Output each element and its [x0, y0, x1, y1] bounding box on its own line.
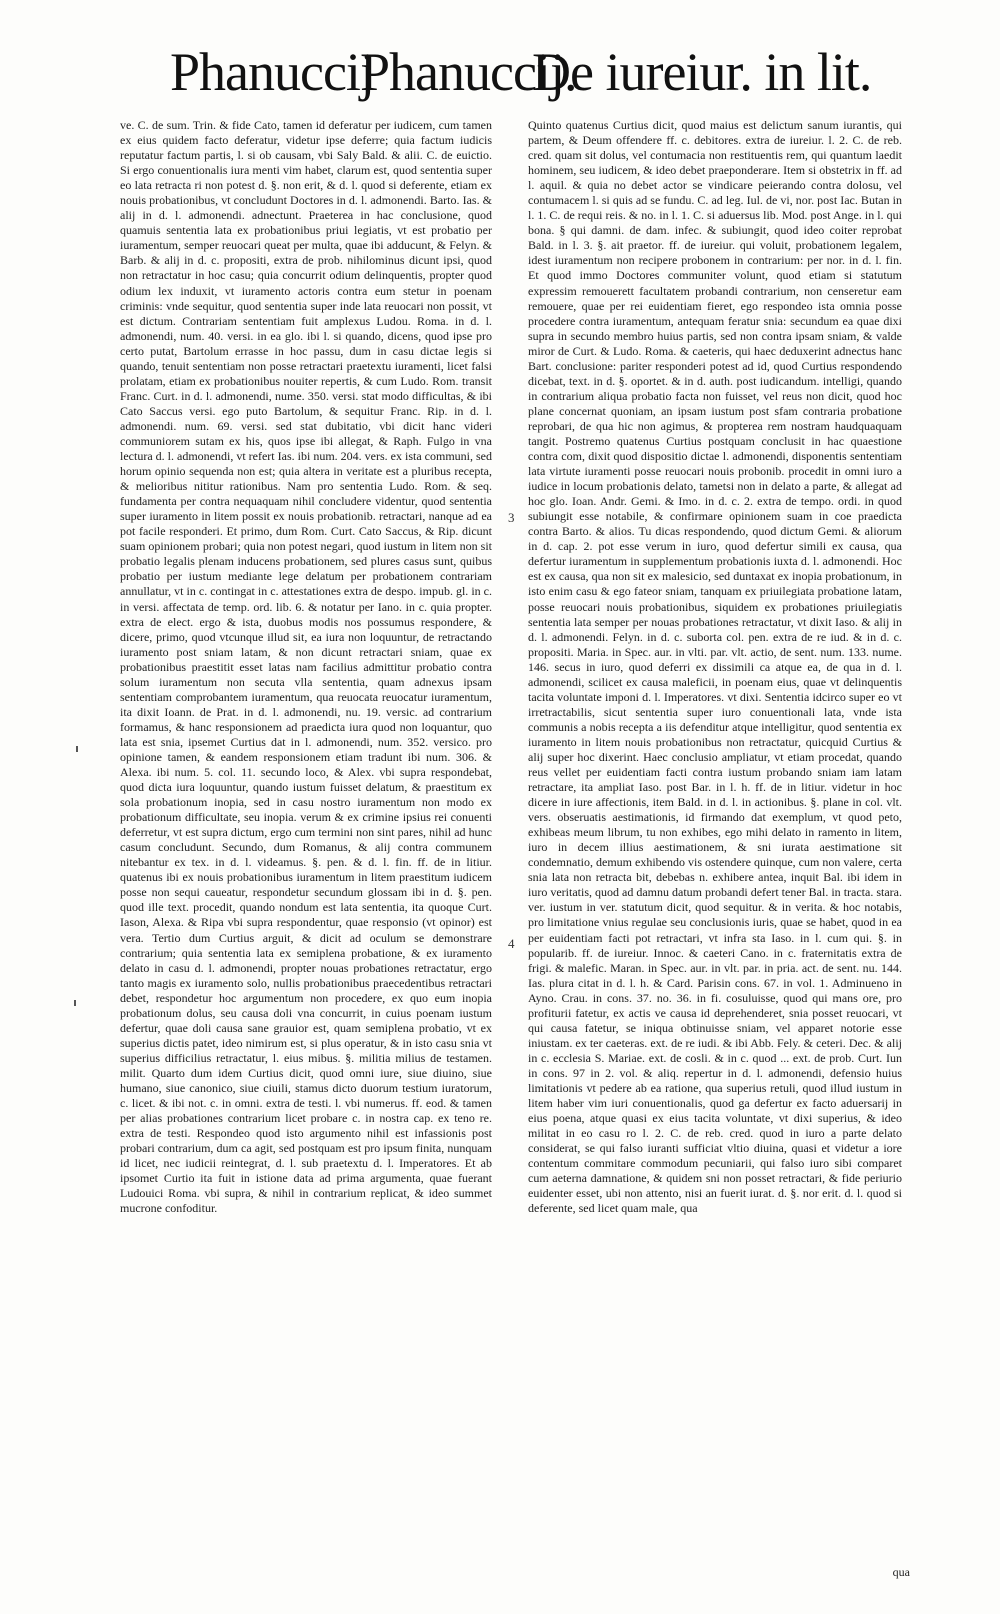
left-column [120, 118, 492, 1216]
running-header [170, 40, 970, 110]
header-title: De iureiur. in lit. [532, 42, 872, 102]
marginal-number-4: 4 [508, 936, 515, 951]
header-author-right: Phanuccij. [360, 42, 577, 102]
header-author-left: Phanuccij [170, 42, 374, 102]
left-column-text: ve. C. de sum. Trin. & fide Cato, tamen id deferatur per iudicem, cum tamen ex eius quidem facto deferatur, videtur ipse deferre; quia factum iudicis reputatur factum partis, l. si ob causam, vbi Saly Bald. & alii. C. de euictio. Si ergo conuentionalis iura menti vim habet, clarum est, quod sententia super eo lata retracta ri non potest d. §. non erit, & d. l. quod si deferente, etiam ex nouis probationibus, vt concludunt Doctores in d. l. admonendi. Barto. Ias. & alij in d. l. admonendi. adnectunt. Praeterea in hac conclusione, quod quamuis sententia lata ex probationibus priui legiatis, vt est probatio per iuramentum, semper reuocari queat per multa, quae ibi adducunt, & Felyn. & Barb. & alij in d. c. propositi, extra de prob. nihilominus dicunt ipsi, quod non retractatur in hoc casu; quia concurrit odium delinquentis, propter quod odium lex induxit, vt iuramento actoris contra eum stetur in poenam criminis: vnde sequitur, quod sententia super inde lata reuocari non possit, vt est dictum. Contrariam sententiam fuit amplexus Ludou. Roma. in d. l. admonendi, num. 40. versi. in ea glo. ibi l. si quando, dicens, quod ipse pro certo putat, Bartolum errasse in hoc passu, dum in casu dictae legis si quando, tenuit sententiam non posse retractari praetextu iuramenti, licet falsi prolatam, etiam ex probationibus nouiter repertis, & cum Ludo. Rom. transit Franc. Curt. in d. l. admonendi, nume. 350. versi. stat modo difficultas, & ibi Cato Saccus versi. ego puto Bartolum, & sequitur Franc. Rip. in d. l. admonendi. num. 69. versi. sed stat dubitatio, vbi dicit hanc videri communiorem sutam ex his, quos ipse ibi allegat, & Raph. Fulgo in vna lectura d. l. admonendi, vt refert Ias. ibi num. 204. vers. ex ista communi, sed horum opinio sequenda non est; quia altera in veritate est a pluribus recepta, & melioribus nititur rationibus. Nam pro sententia Ludo. Rom. & seq. fundamenta per contra nequaquam nihil concludere videntur, quod sententia super iuramento in litem possit ex nouis probationib. retractari, nanque ad ea pot facile responderi. Et primo, dum Rom. Curt. Cato Saccus, & Rip. dicunt suam opinionem probari; quia non potest negari, quod iustum in litem non sit probatio legalis plenam inducens probationem, sed plures casus sunt, quibus probatio per iustum mediante lege delatum per probationem contrariam annullatur, vt in c. contingat in c. attestationes extra de despo. impub. gl. in c. in versi. affectata de temp. ord. lib. 6. & notatur per Iano. in c. quia propter. extra de elect. ergo & ista, duobus modis nos possumus respondere, & dicere, primo, quod vtcunque illud sit, ea iura non loquuntur, de retractando iuramento post sniam latam, & non dicunt retractari sniam, quae ex probationibus praestitit esset latas nam facilius admittitur probatio contra solum iuramentum non secuta vlla sententia, quam adnexus ipsam sententiam comprobantem iuramentum, qua reuocata reuocatur iuramentum, ita dixit Ioann. de Prat. in d. l. admonendi, nu. 19. versic. ad contrarium formamus, & hanc responsionem ad praedicta iura quod non loquantur, quo lata est snia, ipsemet Curtius dat in l. admonendi, num. 352. versico. pro opinione tamen, & eandem responsionem etiam tradunt ibi num. 306. & Alexa. ibi num. 5. col. 11. secundo loco, & Alex. vbi supra respondebat, quod dicta iura loquuntur, quando iustum fuisset delatum, & praestitum ex sola probationum inopia, sed in casu nostro iuramentum non modo ex probationum difficultate, seu inopia. verum & ex crimine ipsius rei conuenti deferretur, vt est supra dictum, ergo cum termini non sint pares, nihil ad hunc casum concludunt. Secundo, dum Romanus, & alij contra communem nitebantur ex tex. in d. l. videamus. §. pen. & d. l. fin. ff. de in litiur. quatenus ibi ex nouis probationibus iuramentum in litem praestitum iudicem posse non sequi caueatur, respondetur secundum glossam ibi in d. §. pen. quod ille text. procedit, quando nondum est lata sententia, ita quoque Curt. Iason, Alexa. & Ripa vbi supra respondentur, quae responsio (vt opinor) est vera. Tertio dum Curtius arguit, & dicit ad oculum se demonstrare contrarium; quia sententia lata ex semiplena probatione, & ex iuramento delato in casu d. l. admonendi, propter nouas probationes retractatur, ergo tanto magis ex iuramento solo, nullis probationibus praecedentibus retractari debet, respondetur hoc argumentum non procedere, ex quo eum inopia probationum dolus, seu causa doli vna concurrit, in cuius poenam iustum defertur, quae doli causa sane grauior est, quam semiplena probatio, vt ex superius dictis patet, ideo nimirum est, si plus operatur, & in isto casu snia vt superius difficilius retractatur, l. eius mibus. §. militia milius de testamen. milit. Quarto dum idem Curtius dicit, quod omni iure, siue diuino, siue humano, siue canonico, siue ciuili, stamus dicto duorum testium iuratorum, c. licet. & ibi not. c. in omni. extra de testi. l. vbi numerus. ff. eod. & tamen per alias probationes contrarium licet probare c. in nostra cap. ex teno re. extra de testi. Respondeo quod isto argumento nihil est infassionis post probari contrarium, dum ca agit, sed postquam est pro ipsum finita, nunquam id licet, nec iudicii reintegrat, d. l. sub praetextu d. l. Imperatores. Et ab ipsomet Curtio ita fuit in istione data ad prima argumenta, quae fuerant Ludouici Roma. vbi supra, & nihil in contrarium replicat, & ideo summet mucrone confoditur. [120, 118, 492, 1216]
margin-mark [74, 1000, 76, 1006]
right-column-text: Quinto quatenus Curtius dicit, quod maius est delictum sanum iurantis, qui partem, & Deum offendere ff. c. debitores. extra de iureiur. l. 2. C. de reb. cred. quam sit dolus, vel contumacia non restituentis rem, qui quantum laedit hominem, seu iudicem, & ideo debet praeponderare. Item si obstetrix in ff. ad l. aquil. & quia no debet actor se vindicare peierando contra dolosu, vel contumacem l. si quis ad se fundu. C. ad leg. Iul. de vi, nor. post Iac. Butan in l. 1. C. de requi reis. & no. in l. 1. C. si aduersus lib. Mod. post Ange. in l. qui bona. § qui damni. de dam. infec. & subiungit, quod ideo coiter reprobat Bald. in l. 3. §. ait praetor. ff. de iureiur. qui voluit, probationem legalem, idest iuramentum non recipere probonem in contrarium: per nor. in d. l. fin. Et quod immo Doctores communiter volunt, quod etiam si statutum expressim remouerett facultatem probandi contrarium, non censeretur eam remouere, quae per rei euidentiam fieret, ego respondeo ista omnia posse procedere contra iuramentum, antequam feratur snia: secundum ea quae dixi supra in secundo membro huius partis, sed non contra ipsam sniam, & valde miror de Curt. & Ludo. Roma. & caeteris, qui haec deduxerint adnectus hanc Bart. conclusione: pariter responderi potest ad id, quod Curtius respondendo dicebat, text. in d. §. oportet. & in d. auth. post iudicandum. intelligi, quando in contrarium aliqua probatio facta non fuisset, vel reus non dicit, quod hoc plane concernat quoniam, an ipsam iustum post sfam contraria probatione reprobari, de qua hic non agimus, & propterea rem nostram haudquaquam tangit. Postremo quatenus Curtius postquam conclusit in hac quaestione contra com, dixit quod dispositio dictae l. admonendi, disponentis sententiam lata virtute iuramenti posse reuocari nouis probonib. procedit in omni iuro a iudice in locum probationis delato, tametsi non in delato a parte, & allegat ad hoc glo. Ioan. Andr. Gemi. & Imo. in d. c. 2. extra de tempo. ordi. in quod subiungit esse notabile, & confirmare opinionem suam in coe praedicta contra Barto. & alios. Tu dicas respondendo, quod dictum Gemi. & aliorum in d. cap. 2. pot esse verum in iuro, quod defertur simili ex causa, qua defertur iuramentum in supplementum probationis iuxta d. l. admonendi. Hoc est ex causa, qua non sit ex malesicio, sed duntaxat ex inopia probationum, in isto enim casu & ego fateor sniam, tanquam ex priuilegiata probatione latam, posse reuocari nouis probationibus, siquidem ex probationes priuilegiatis sententia lata semper per nouas probationes retractatur, vt dixit Iaso. & alij in d. l. admonendi. Felyn. in d. c. suborta col. pen. extra de re iud. & in d. c. propositi. Maria. in Spec. aur. in vlti. par. vlt. actio, de sent. num. 133. nume. 146. secus in iuro, quod deferri ex dissimili ca atque ea, de qua in d. l. admonendi, scilicet ex causa maleficii, in poenam eius, quae vt delinquentis tacita voluntate imponi d. l. Imperatores. vt dixi. Sententia idcirco super eo vt irretractabilis, sicut sententia super iuro conuentionali lata, vnde ista communis a nobis recepta a iis defenditur atque intelligitur, quod sententia ex iuramento in litem nouis probationibus non retractatur, quicquid Curtius & alij super hoc dixerint. Haec conclusio ampliatur, vt etiam procedat, quando reus vellet per euidentiam facti contra iustum probando sniam iam latam retractare, ita ampliat Iaso. post Bar. in l. h. ff. de in litiur. videtur in hoc dicere in iure affectionis, item Bald. in d. l. in actionibus. §. plane in col. vlt. vers. obseruatis aestimationis, id firmando dat exemplum, vt quod peto, exhibeas meum librum, tu non exhibes, ego mihi delato in ramento in litem, iuro in decem illius aestimationem, & sni iurata aestimatione sit condemnatio, demum exhibendo vis ostendere quinque, cum non valere, certa snia lata non retracta bit, debebas n. exhibere antea, inquit Bal. ibi idem in iuro veritatis, quod ad damnu datum probandi defert tener Bal. in tracta. stara. ver. iustum in ver. statutum dicit, quod sequitur. & in verita. & hoc notabis, pro limitatione vnius regulae seu conclusionis iuris, quae se habet, quod in ea per euidentiam facti pot retractari, vt infra sta Iaso. in l. cum qui. §. in popularib. ff. de iureiur. Innoc. & caeteri Cano. in c. fraternitatis extra de frigi. & malefic. Maran. in Spec. aur. in vlt. par. in pria. act. de sent. nu. 144. Ias. plura citat in d. l. h. & Card. Parisin cons. 67. in vol. 1. Adminueno in Ayno. Crau. in cons. 37. no. 36. in fi. cosuluisse, quod qui mans ore, pro profiturii fatetur, ex actis ve causa id deprehenderet, snia posset reuocari, vt qui causa fatetur, se iniqua obtinuisse sniam, vel apparet notorie esse iniustam. ex ter caeteras. ext. de re iudi. & ibi Abb. Fely. & ceteri. Dec. & alij in c. ecclesia S. Mariae. ext. de cosli. & in c. quod ... ext. de prob. Curt. Iun in cons. 97 in 2. vol. & aliq. repertur in d. l. admonendi, defensio huius limitationis vt pedere ab ea ratione, qua superius retuli, quod illud iustum in litem haber vim iuri conuentionalis, quod ga defertur ex facto aduersarij in eius poena, atque quasi ex eius tacita voluntate, vt dixi superius, & ideo militat in eo casu ro l. 2. C. de reb. cred. quod in iuro a parte delato considerat, se qui falso iuranti sufficiat vltio diuina, quasi et videtur a iore contentum commitare commodum pecuniarii, qui falso iuro sibi comparet cum aeterna damnatione, & quidem sni non posset retractari, & fide periurio euidenter esset, ubi non attento, nisi an fuerit iurat. d. §. nor erit. d. l. quod si deferente, sed licet quam male, qua [528, 118, 902, 1216]
right-column [528, 118, 902, 1216]
catchword: qua [892, 1565, 910, 1579]
margin-mark [76, 746, 78, 752]
marginal-number-3: 3 [508, 510, 515, 525]
